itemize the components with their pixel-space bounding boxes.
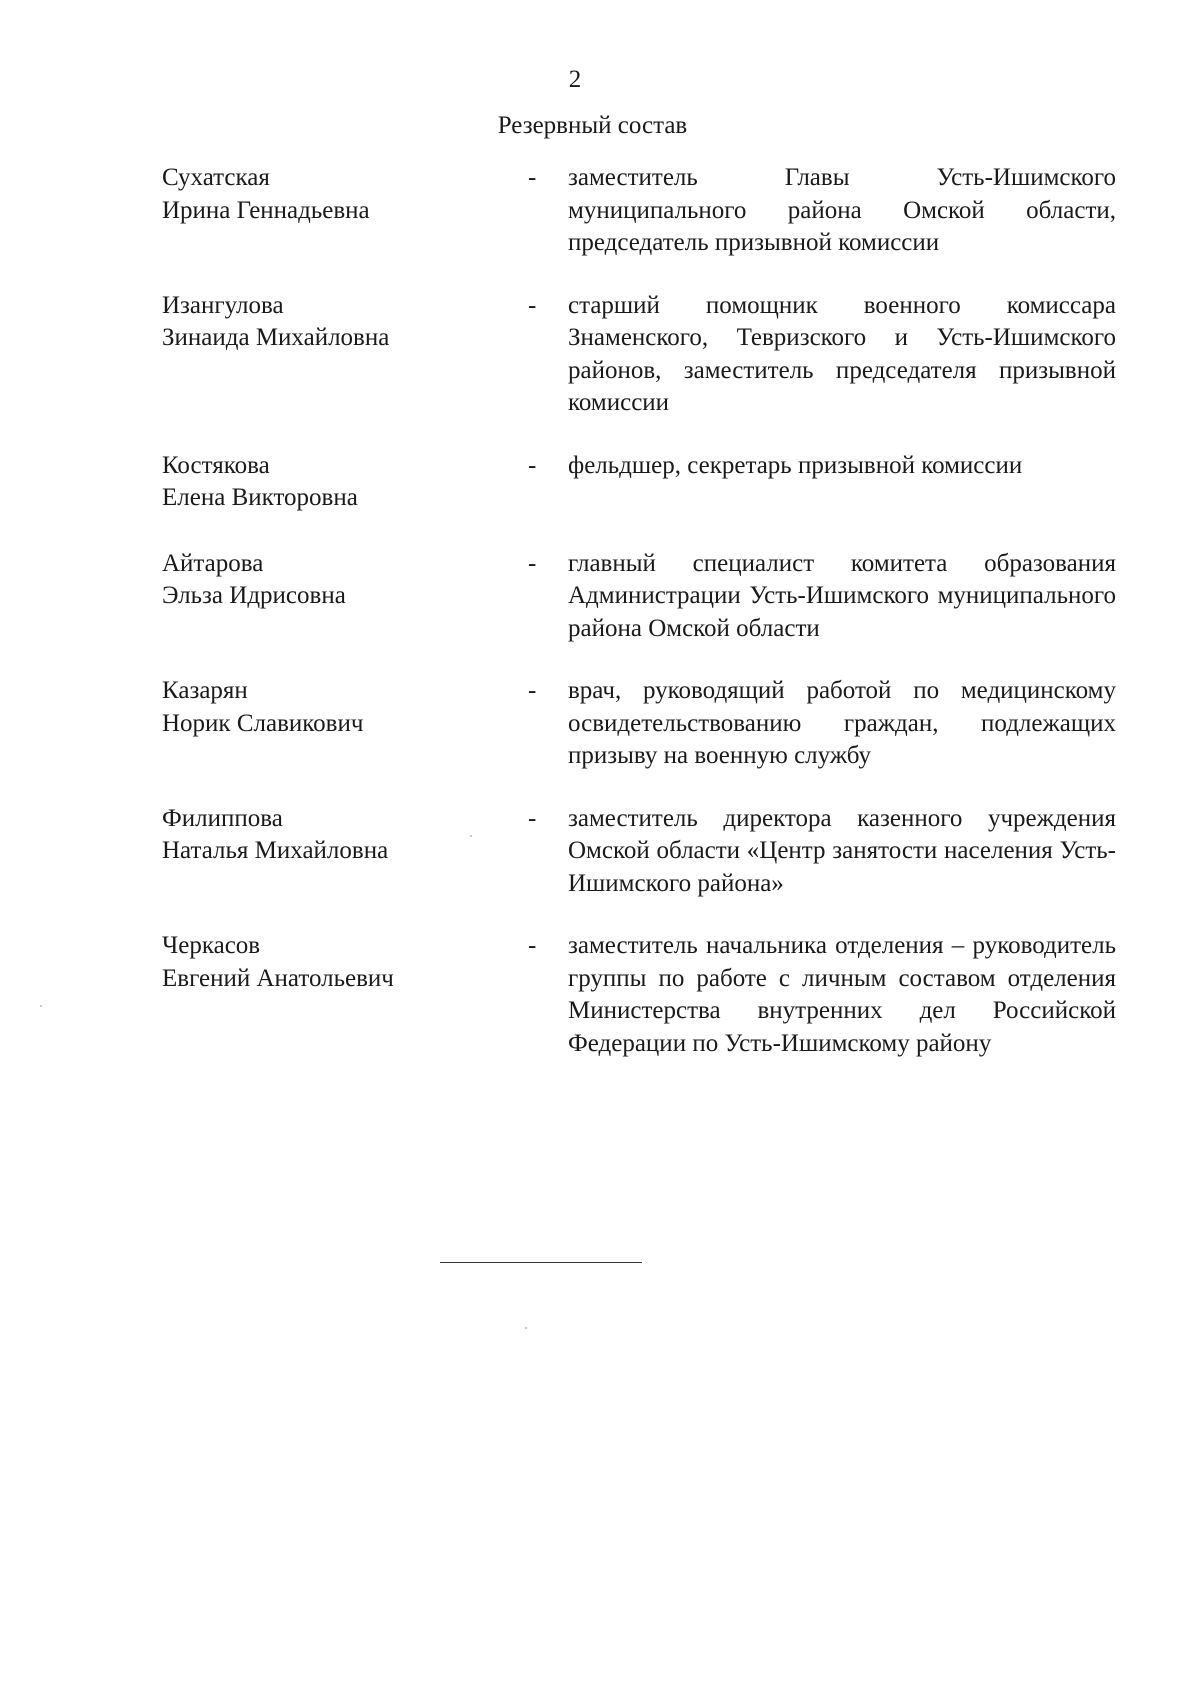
- member-role: главный специалист комитета образования Администрации Усть-Ишимского муниципального района Омской области: [568, 549, 1116, 642]
- member-name: [162, 548, 492, 613]
- member-entry: [0, 450, 1200, 515]
- member-role: заместитель начальника отделения – руководитель группы по работе с личным составом отделения Министерства внутренних дел Российской Федерации по Усть-Ишимскому району: [568, 932, 1116, 1057]
- member-given-names: Елена Викторовна: [162, 484, 358, 511]
- member-entry: [0, 675, 1200, 773]
- member-name: [162, 290, 492, 355]
- member-surname: Филиппова: [162, 804, 283, 832]
- member-surname: Айтарова: [162, 549, 264, 577]
- section-title: Резервный состав: [497, 112, 688, 139]
- member-entry: [0, 803, 1200, 901]
- member-given-names: Евгений Анатольевич: [162, 964, 394, 992]
- member-dash: -: [528, 451, 537, 479]
- member-dash: -: [528, 804, 537, 832]
- member-dash: -: [528, 932, 537, 959]
- member-surname: Казарян: [162, 677, 248, 704]
- scan-speck: [470, 835, 472, 837]
- member-role: старший помощник военного комиссара Знаменского, Тевризского и Усть-Ишимского районов, заместитель председателя призывной комиссии: [568, 291, 1116, 416]
- member-name: [162, 162, 492, 227]
- scan-speck: [525, 1327, 527, 1329]
- member-surname: Сухатская: [162, 164, 270, 191]
- member-entry: [0, 930, 1200, 1060]
- member-entry: [0, 548, 1200, 646]
- member-dash: -: [528, 164, 537, 191]
- member-entry: [0, 290, 1200, 420]
- page-number: 2: [568, 66, 582, 93]
- member-given-names: Зинаида Михайловна: [162, 324, 390, 351]
- member-role: фельдшер, секретарь призывной комиссии: [568, 451, 1023, 479]
- member-dash: -: [528, 549, 537, 577]
- member-role: заместитель директора казенного учреждения Омской области «Центр занятости населения Усть-Ишимского района»: [568, 804, 1116, 897]
- member-surname: Черкасов: [162, 932, 261, 959]
- member-entry: [0, 162, 1200, 260]
- member-role: заместитель Главы Усть-Ишимского муниципального района Омской области, председатель призывной комиссии: [568, 164, 1116, 256]
- member-given-names: Ирина Геннадьевна: [162, 196, 370, 224]
- member-given-names: Наталья Михайловна: [162, 837, 389, 864]
- member-role: врач, руководящий работой по медицинскому освидетельствованию граждан, подлежащих призыву на военную службу: [568, 677, 1116, 769]
- member-given-names: Эльза Идрисовна: [162, 582, 346, 609]
- member-surname: Костякова: [162, 451, 270, 479]
- member-dash: -: [528, 291, 537, 319]
- member-dash: -: [528, 677, 537, 704]
- member-name: [162, 930, 492, 995]
- member-surname: Изангулова: [162, 291, 284, 319]
- member-list: [0, 162, 1200, 1089]
- member-name: [162, 803, 492, 868]
- closing-rule: [440, 1262, 642, 1263]
- member-name: [162, 450, 492, 515]
- member-given-names: Норик Славикович: [162, 709, 364, 737]
- member-name: [162, 675, 492, 740]
- scan-speck: [40, 1005, 42, 1007]
